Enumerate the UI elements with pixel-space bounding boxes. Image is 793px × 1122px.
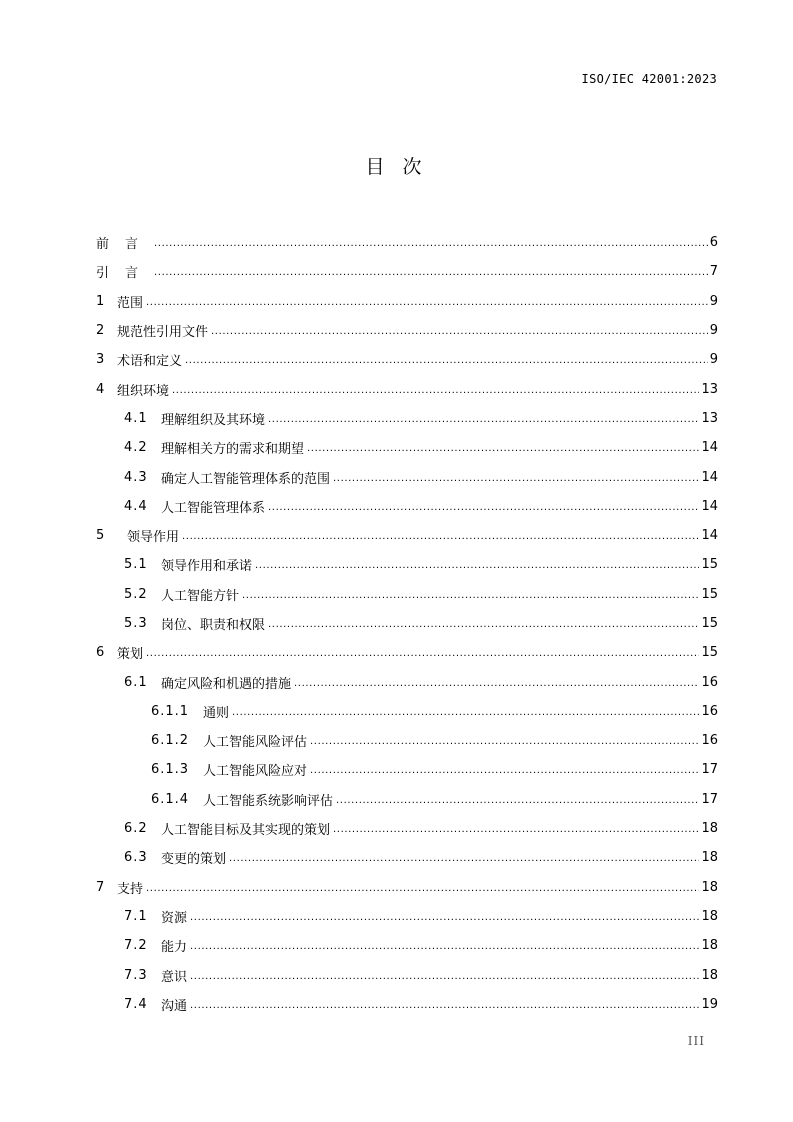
- toc-leader-dots: [268, 415, 699, 425]
- toc-entry[interactable]: [96, 638, 718, 667]
- toc-entry-label: 规范性引用文件: [117, 325, 209, 341]
- toc-entry-page: 9: [709, 293, 718, 309]
- toc-entry-label: 人工智能管理体系: [161, 500, 266, 516]
- toc-leader-dots: [190, 913, 699, 923]
- toc-leader-dots: [310, 737, 699, 747]
- toc-entry-page: 14: [701, 440, 718, 456]
- toc-entry-page: 13: [701, 410, 718, 426]
- toc-entry-page: 17: [701, 762, 718, 778]
- toc-entry-number: 4.1: [124, 410, 148, 426]
- toc-entry-number: 1: [96, 293, 105, 309]
- toc-entry-number: 4.3: [124, 469, 148, 485]
- toc-entry-label: 领导作用: [127, 530, 180, 546]
- toc-entry[interactable]: [96, 521, 718, 550]
- toc-entry[interactable]: [96, 550, 718, 579]
- table-of-contents: [96, 228, 718, 1019]
- toc-leader-dots: [333, 474, 699, 484]
- toc-entry-number: 6.2: [124, 821, 148, 837]
- toc-entry[interactable]: [96, 814, 718, 843]
- toc-entry-number: 7: [96, 879, 105, 895]
- toc-entry-number: 6: [96, 645, 105, 661]
- toc-leader-dots: [190, 942, 699, 952]
- toc-entry-label: 确定人工智能管理体系的范围: [161, 471, 331, 487]
- toc-entry[interactable]: [96, 287, 718, 316]
- toc-entry-number: 4.4: [124, 498, 148, 514]
- toc-entry-number: 7.1: [124, 908, 148, 924]
- toc-entry-page: 14: [701, 469, 718, 485]
- page-title: 目 次: [365, 156, 428, 178]
- toc-entry-label: 通则: [203, 705, 230, 721]
- toc-entry-page: 17: [701, 791, 718, 807]
- toc-entry-label: 人工智能风险应对: [203, 764, 308, 780]
- toc-entry[interactable]: [96, 902, 718, 931]
- toc-leader-dots: [146, 649, 699, 659]
- toc-leader-dots: [294, 679, 699, 689]
- toc-entry[interactable]: [96, 755, 718, 784]
- page-number: III: [687, 1034, 705, 1048]
- toc-entry-page: 7: [709, 264, 718, 280]
- toc-entry-label: 理解组织及其环境: [161, 412, 266, 428]
- toc-leader-dots: [229, 854, 699, 864]
- toc-entry[interactable]: [96, 931, 718, 960]
- toc-entry-number: 6.1.4: [151, 791, 190, 807]
- toc-entry-page: 16: [701, 703, 718, 719]
- toc-entry[interactable]: [96, 228, 718, 257]
- toc-entry-page: 9: [709, 352, 718, 368]
- toc-entry-label: 沟通: [161, 998, 188, 1014]
- toc-entry-number: 4.2: [124, 440, 148, 456]
- toc-entry-page: 18: [701, 821, 718, 837]
- toc-entry-number: 5.2: [124, 586, 148, 602]
- toc-entry-page: 18: [701, 908, 718, 924]
- toc-entry-page: 15: [701, 586, 718, 602]
- toc-entry-number: 7.4: [124, 996, 148, 1012]
- toc-entry-label: 支持: [117, 881, 144, 897]
- toc-entry-page: 18: [701, 879, 718, 895]
- toc-entry[interactable]: [96, 316, 718, 345]
- toc-entry[interactable]: [96, 873, 718, 902]
- toc-leader-dots: [182, 532, 699, 542]
- toc-entry-number: 5.3: [124, 616, 148, 631]
- toc-entry-page: 15: [701, 645, 718, 661]
- toc-leader-dots: [185, 356, 708, 366]
- toc-entry-number: 6.1.1: [151, 703, 190, 719]
- toc-leader-dots: [211, 327, 708, 337]
- toc-entry-page: 18: [701, 967, 718, 983]
- toc-entry-label: 理解相关方的需求和期望: [161, 442, 305, 458]
- toc-leader-dots: [255, 561, 699, 571]
- toc-leader-dots: [172, 386, 699, 396]
- toc-entry[interactable]: [96, 726, 718, 755]
- toc-entry-number: 6.1.3: [151, 762, 190, 778]
- toc-entry[interactable]: [96, 580, 718, 609]
- toc-entry-label: 能力: [161, 940, 188, 956]
- toc-entry-page: 14: [701, 528, 718, 544]
- toc-entry-label: 意识: [161, 969, 188, 985]
- toc-entry[interactable]: [96, 667, 718, 696]
- toc-entry-number: 5.1: [124, 557, 148, 573]
- toc-entry[interactable]: [96, 345, 718, 374]
- toc-entry-label: 人工智能风险评估: [203, 735, 308, 751]
- toc-entry-label: 资源: [161, 910, 188, 926]
- toc-leader-dots: [154, 239, 708, 249]
- toc-entry[interactable]: [96, 433, 718, 462]
- toc-entry-page: 16: [701, 733, 718, 749]
- toc-leader-dots: [190, 972, 699, 982]
- toc-leader-dots: [307, 444, 699, 454]
- document-id: ISO/IEC 42001:2023: [581, 72, 717, 86]
- toc-entry-page: 9: [709, 323, 718, 339]
- toc-leader-dots: [268, 620, 699, 630]
- toc-leader-dots: [242, 591, 699, 601]
- toc-entry[interactable]: [96, 374, 718, 403]
- toc-entry-number: 5: [96, 528, 105, 544]
- toc-leader-dots: [190, 1001, 699, 1011]
- toc-entry-label: 前言: [96, 237, 155, 253]
- toc-entry-page: 18: [701, 938, 718, 954]
- toc-leader-dots: [146, 884, 699, 894]
- toc-entry-label: 岗位、职责和权限: [161, 618, 266, 633]
- toc-entry-number: 6.1: [124, 674, 148, 690]
- toc-entry[interactable]: [96, 697, 718, 726]
- toc-entry-page: 19: [701, 996, 718, 1012]
- toc-entry[interactable]: [96, 609, 718, 638]
- toc-entry-label: 领导作用和承诺: [161, 559, 253, 575]
- toc-leader-dots: [310, 766, 699, 776]
- toc-leader-dots: [146, 298, 708, 308]
- toc-entry-label: 引言: [96, 266, 155, 282]
- toc-entry-number: 7.3: [124, 967, 148, 983]
- toc-entry[interactable]: [96, 785, 718, 814]
- toc-entry-number: 3: [96, 352, 105, 368]
- toc-entry[interactable]: [96, 843, 718, 872]
- toc-entry-number: 6.3: [124, 850, 148, 866]
- toc-entry-page: 16: [701, 674, 718, 690]
- toc-leader-dots: [268, 503, 699, 513]
- toc-entry-label: 人工智能目标及其实现的策划: [161, 823, 331, 839]
- toc-entry-number: 2: [96, 323, 105, 339]
- toc-entry-label: 范围: [117, 295, 144, 311]
- toc-entry-label: 人工智能方针: [161, 588, 240, 604]
- toc-leader-dots: [154, 268, 708, 278]
- toc-entry-number: 6.1.2: [151, 733, 190, 749]
- toc-entry-label: 组织环境: [117, 383, 170, 399]
- toc-entry-page: 15: [701, 557, 718, 573]
- toc-leader-dots: [333, 825, 699, 835]
- toc-entry-page: 13: [701, 381, 718, 397]
- toc-entry[interactable]: [96, 257, 718, 286]
- toc-entry-label: 术语和定义: [117, 354, 183, 370]
- toc-entry-label: 确定风险和机遇的措施: [161, 676, 292, 692]
- toc-entry-label: 人工智能系统影响评估: [203, 793, 334, 809]
- toc-entry[interactable]: [96, 404, 718, 433]
- toc-entry[interactable]: [96, 462, 718, 491]
- toc-entry[interactable]: [96, 492, 718, 521]
- toc-entry-page: 15: [701, 616, 718, 631]
- toc-entry-number: 7.2: [124, 938, 148, 954]
- toc-leader-dots: [232, 708, 699, 718]
- toc-entry-label: 策划: [117, 647, 144, 663]
- toc-entry[interactable]: [96, 990, 718, 1019]
- toc-entry-page: 14: [701, 498, 718, 514]
- toc-entry-number: 4: [96, 381, 105, 397]
- toc-entry[interactable]: [96, 960, 718, 989]
- toc-entry-page: 18: [701, 850, 718, 866]
- toc-entry-page: 6: [709, 235, 718, 251]
- toc-entry-label: 变更的策划: [161, 852, 227, 868]
- toc-leader-dots: [336, 796, 699, 806]
